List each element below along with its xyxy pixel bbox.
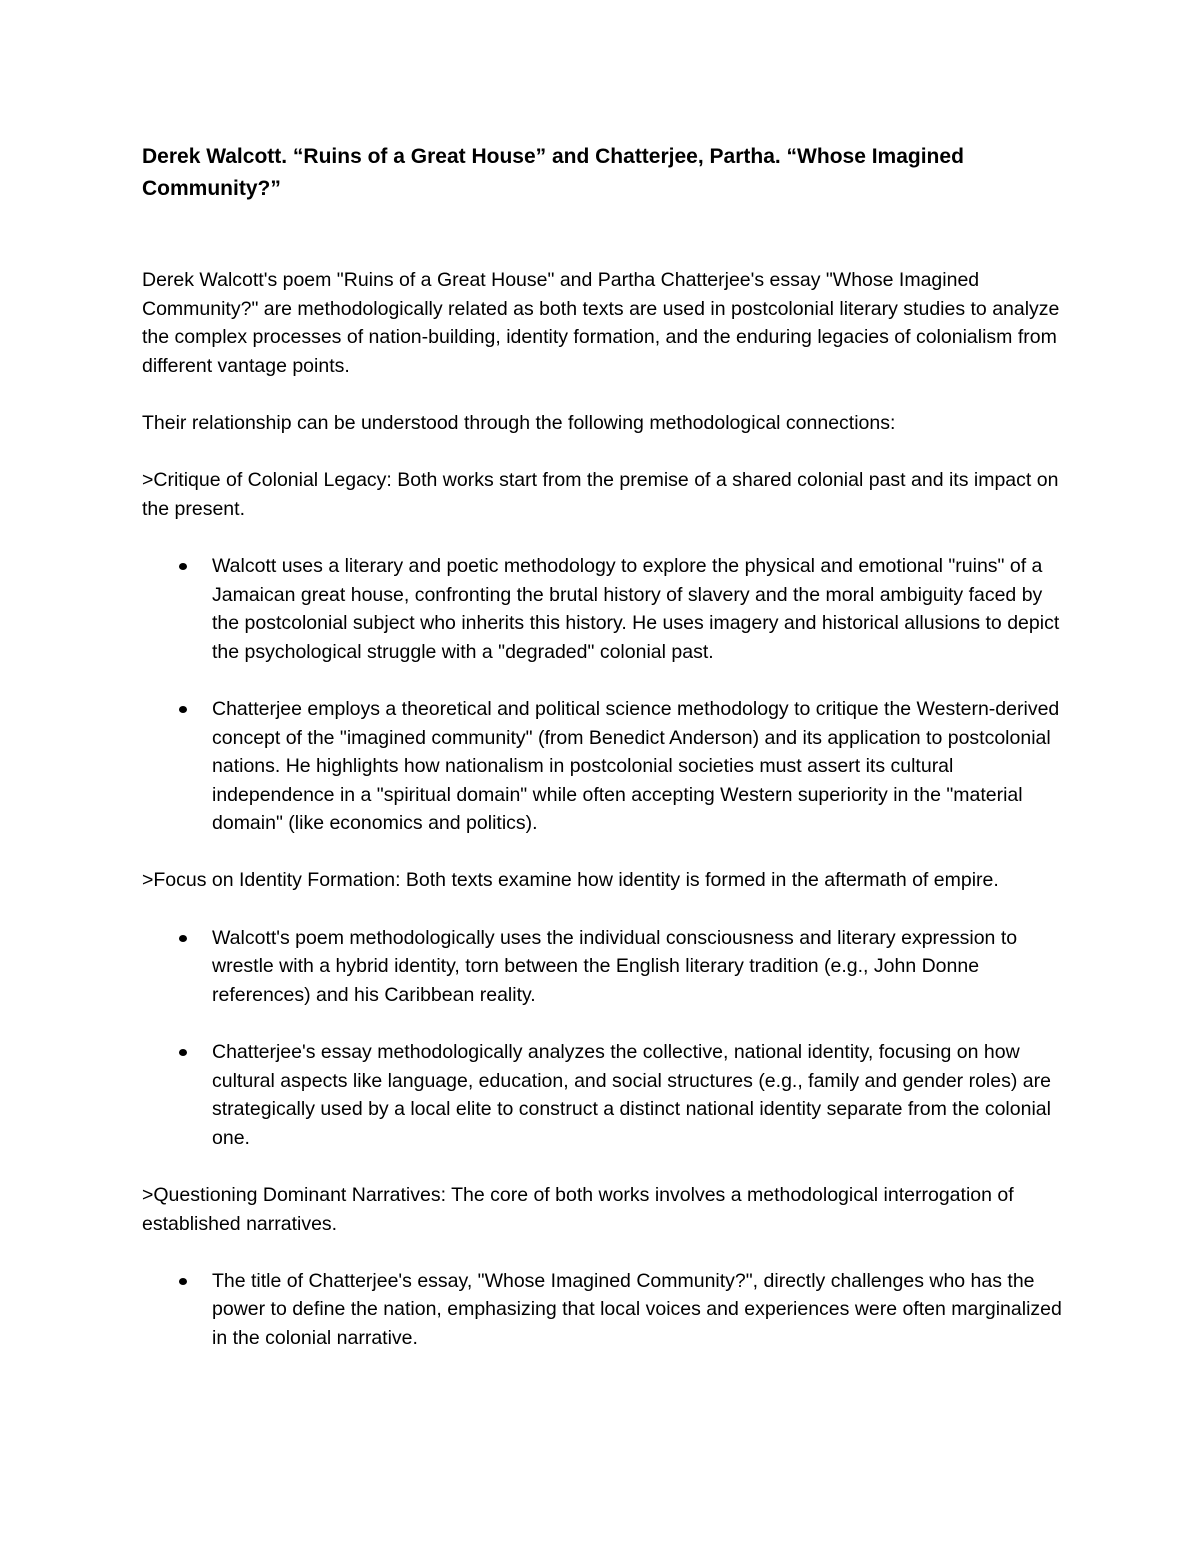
- bullet-list-identity-formation: [142, 924, 1062, 1153]
- bullet-icon: [179, 1278, 187, 1285]
- bullet-list-colonial-legacy: [142, 552, 1062, 838]
- list-item: [142, 924, 1062, 1010]
- intro-paragraph: Derek Walcott's poem "Ruins of a Great House" and Partha Chatterjee's essay "Whose Imagined Community?" are methodologically related as both texts are used in postcolonial literary studies to analyze the complex processes of nation-building, identity formation, and the enduring legacies of colonialism from different vantage points.: [142, 269, 1060, 377]
- list-item: [142, 1267, 1062, 1353]
- document-title: Derek Walcott. “Ruins of a Great House” and Chatterjee, Partha. “Whose Imagined Community?”: [142, 145, 964, 200]
- bullet-icon: [179, 563, 187, 570]
- relationship-paragraph: Their relationship can be understood through the following methodological connections:: [142, 411, 896, 434]
- bullet-icon: [179, 935, 187, 942]
- section-heading-identity-formation: >Focus on Identity Formation: Both texts examine how identity is formed in the aftermath of empire.: [142, 869, 999, 892]
- list-item-text: Walcott's poem methodologically uses the individual consciousness and literary expression to wrestle with a hybrid identity, torn between the English literary tradition (e.g., John Donne references) and his Caribbean reality.: [212, 926, 1018, 1006]
- list-item-text: The title of Chatterjee's essay, "Whose Imagined Community?", directly challenges who has the power to define the nation, emphasizing that local voices and experiences were often marginalized in the colonial narrative.: [212, 1269, 1062, 1349]
- list-item: [142, 552, 1062, 666]
- section-heading-dominant-narratives: >Questioning Dominant Narratives: The core of both works involves a methodological interrogation of established narratives.: [142, 1184, 1014, 1235]
- section-heading-colonial-legacy: >Critique of Colonial Legacy: Both works start from the premise of a shared colonial past and its impact on the present.: [142, 469, 1059, 520]
- bullet-list-dominant-narratives: [142, 1267, 1062, 1353]
- list-item: [142, 1038, 1062, 1152]
- list-item-text: Chatterjee employs a theoretical and political science methodology to critique the Western-derived concept of the "imagined community" (from Benedict Anderson) and its application to postcolonial nations. He highlights how nationalism in postcolonial societies must assert its cultural independence in a "spiritual domain" while often accepting Western superiority in the "material domain" (like economics and politics).: [212, 697, 1060, 835]
- bullet-icon: [179, 706, 187, 713]
- list-item-text: Chatterjee's essay methodologically analyzes the collective, national identity, focusing on how cultural aspects like language, education, and social structures (e.g., family and gender roles) are strategically used by a local elite to construct a distinct national identity separate from the colonial one.: [212, 1041, 1051, 1149]
- bullet-icon: [179, 1049, 187, 1056]
- list-item: [142, 695, 1062, 838]
- list-item-text: Walcott uses a literary and poetic methodology to explore the physical and emotional "ruins" of a Jamaican great house, confronting the brutal history of slavery and the moral ambiguity faced by the postcolonial subject who inherits this history. He uses imagery and historical allusions to depict the psychological struggle with a "degraded" colonial past.: [212, 554, 1060, 663]
- document-page: [142, 141, 1062, 1381]
